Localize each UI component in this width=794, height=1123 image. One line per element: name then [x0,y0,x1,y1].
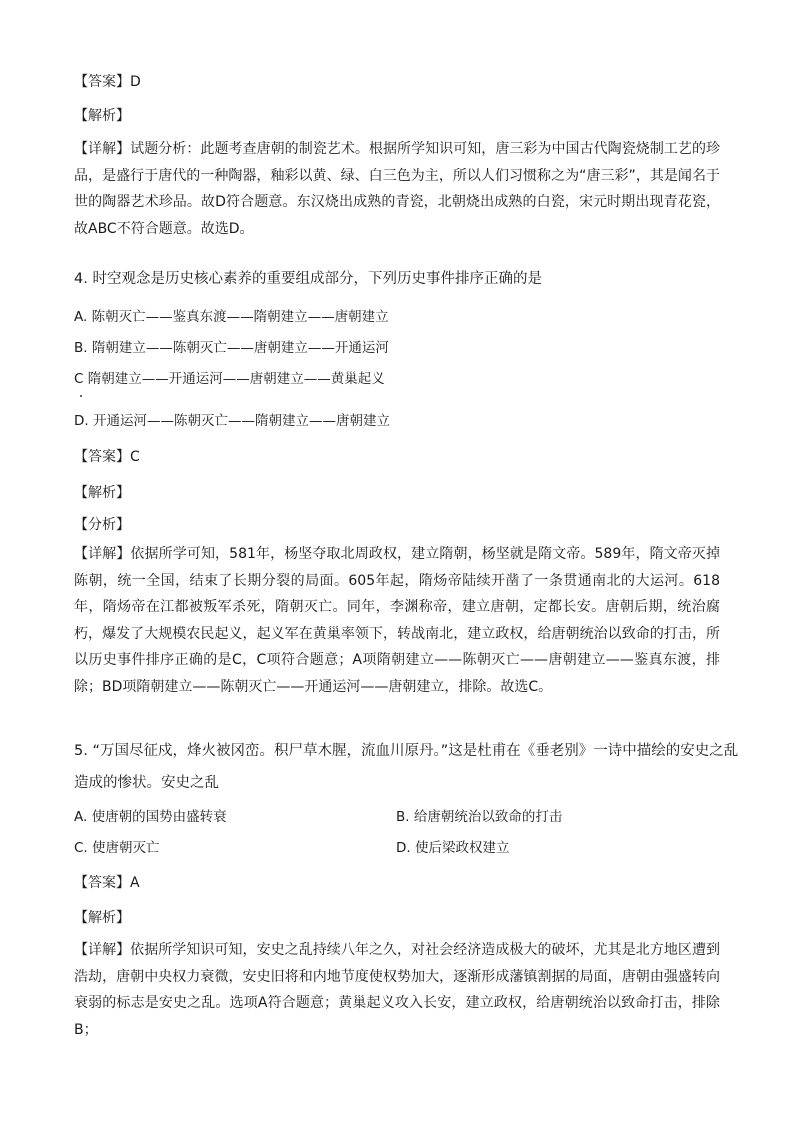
detail-paragraph-3: 【详解】依据所学知识可知，安史之乱持续八年之久，对社会经济造成极大的破坏，尤其是北方地区遭到浩劫，唐朝中央权力衰微，安史旧将和内地节度使权势加大，逐渐形成藩镇割据的局面，唐朝由强盛转向衰弱的标志是安史之乱。选项A符合题意；黄巢起义攻入长安，建立政权，给唐朝统治以致命打击，排除B； [74,942,720,1038]
answer-label-3: 【答案】A [74,875,140,891]
question-5-stem-line-1: 5. “万国尽征戍，烽火被冈峦。积尸草木腥，流血川原丹。”这是杜甫在《垂老别》一诗中描绘的安史之乱 [74,743,739,759]
question-4-option-b: B. 隋朝建立——陈朝灭亡——唐朝建立——开通运河 [74,340,389,356]
stray-mark [80,395,82,397]
detail-paragraph-1: 【详解】试题分析：此题考查唐朝的制瓷艺术。根据所学知识可知，唐三彩为中国古代陶瓷烧制工艺的珍品，是盛行于唐代的一种陶器，釉彩以黄、绿、白三色为主，所以人们习惯称之为“唐三彩”，其是闻名于世的陶器艺术珍品。故D符合题意。东汉烧出成熟的青瓷，北朝烧出成熟的白瓷，宋元时期出现青花瓷，故ABC不符合题意。故选D。 [74,141,720,237]
question-5-option-a: A. 使唐朝的国势由盛转衰 [74,809,227,825]
analysis-label-1: 【解析】 [74,108,130,124]
question-5-option-d: D. 使后梁政权建立 [396,840,510,856]
analysis-label-3: 【解析】 [74,910,130,926]
question-5-option-b: B. 给唐朝统治以致命的打击 [396,809,563,825]
fenxi-label-2: 【分析】 [74,517,130,533]
question-4-option-c: C 隋朝建立——开通运河——唐朝建立——黄巢起义 [74,371,385,387]
detail-paragraph-2: 【详解】依据所学可知，581年，杨坚夺取北周政权，建立隋朝，杨坚就是隋文帝。589年，隋文帝灭掉陈朝，统一全国，结束了长期分裂的局面。605年起，隋炀帝陆续开凿了一条贯通南北的大运河。618年，隋炀帝在江都被叛军杀死，隋朝灭亡。同年，李渊称帝，建立唐朝，定都长安。唐朝后期，统治腐朽，爆发了大规模农民起义，起义军在黄巢率领下，转战南北，建立政权，给唐朝统治以致命的打击，所以历史事件排序正确的是C，C项符合题意；A项隋朝建立——陈朝灭亡——唐朝建立——鉴真东渡，排除；BD项隋朝建立——陈朝灭亡——开通运河——唐朝建立，排除。故选C。 [74,546,720,695]
question-4-option-a: A. 陈朝灭亡——鉴真东渡——隋朝建立——唐朝建立 [74,309,389,325]
question-5-option-c: C. 使唐朝灭亡 [74,840,160,856]
analysis-label-2: 【解析】 [74,485,130,501]
question-5-stem-line-2: 造成的惨状。安史之乱 [74,775,219,791]
question-4-stem: 4. 时空观念是历史核心素养的重要组成部分，下列历史事件排序正确的是 [74,271,542,287]
answer-label-2: 【答案】C [74,449,140,465]
answer-label-1: 【答案】D [74,74,141,90]
question-4-option-d: D. 开通运河——陈朝灭亡——隋朝建立——唐朝建立 [74,413,390,429]
